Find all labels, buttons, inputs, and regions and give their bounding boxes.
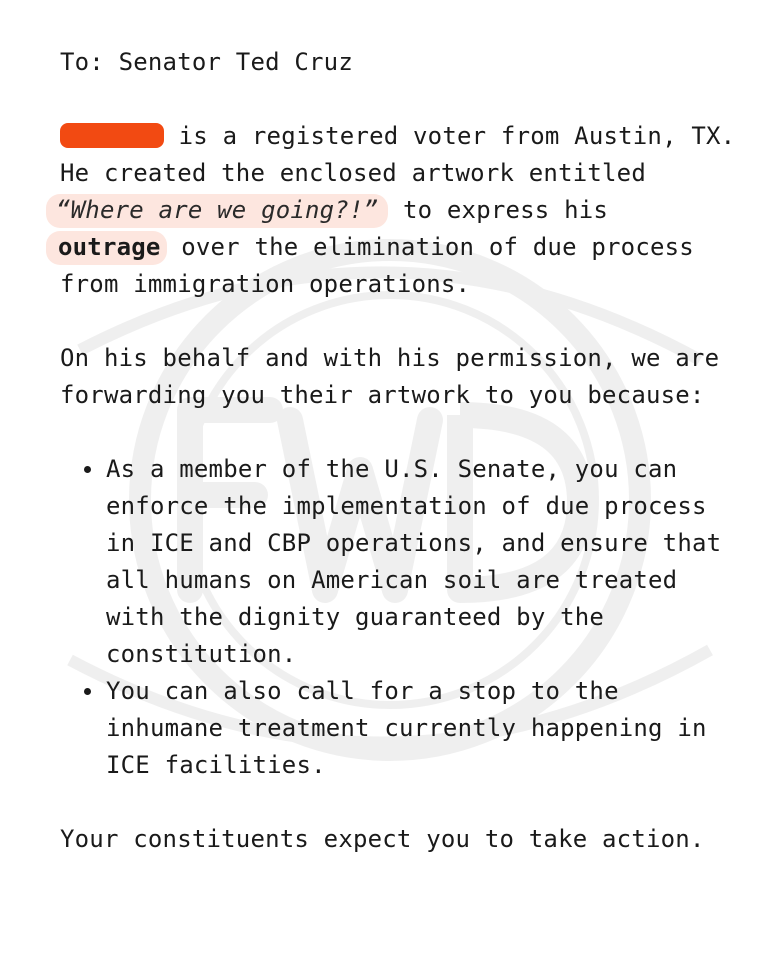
list-item [60,451,740,673]
letter-body [56,44,740,858]
redacted-name [60,123,164,148]
purpose-paragraph: On his behalf and with his permission, we are forwarding you their artwork to you because: [60,344,720,409]
bullet-icon [84,466,91,473]
intro-paragraph [56,118,740,303]
emotion-highlight: outrage [46,231,167,265]
reason-text: You can also call for a stop to the inhumane treatment currently happening in ICE facilities. [106,677,707,779]
intro-text-3: over the elimination of due process from immigration operations. [60,233,694,298]
salutation: To: Senator Ted Cruz [60,48,353,76]
intro-text-2: to express his [388,196,609,224]
list-item [60,673,740,784]
artwork-title: “Where are we going?!” [46,194,388,228]
reason-text: As a member of the U.S. Senate, you can enforce the implementation of due process in ICE and CBP operations, and ensure that all humans on American soil are treated with the dignity guaranteed by the constitution. [106,455,722,668]
intro-text-1: is a registered voter from Austin, TX. He created the enclosed artwork entitled [60,122,736,187]
closing-line: Your constituents expect you to take action. [60,825,705,853]
bullet-icon [84,688,91,695]
reasons-list [60,451,740,784]
